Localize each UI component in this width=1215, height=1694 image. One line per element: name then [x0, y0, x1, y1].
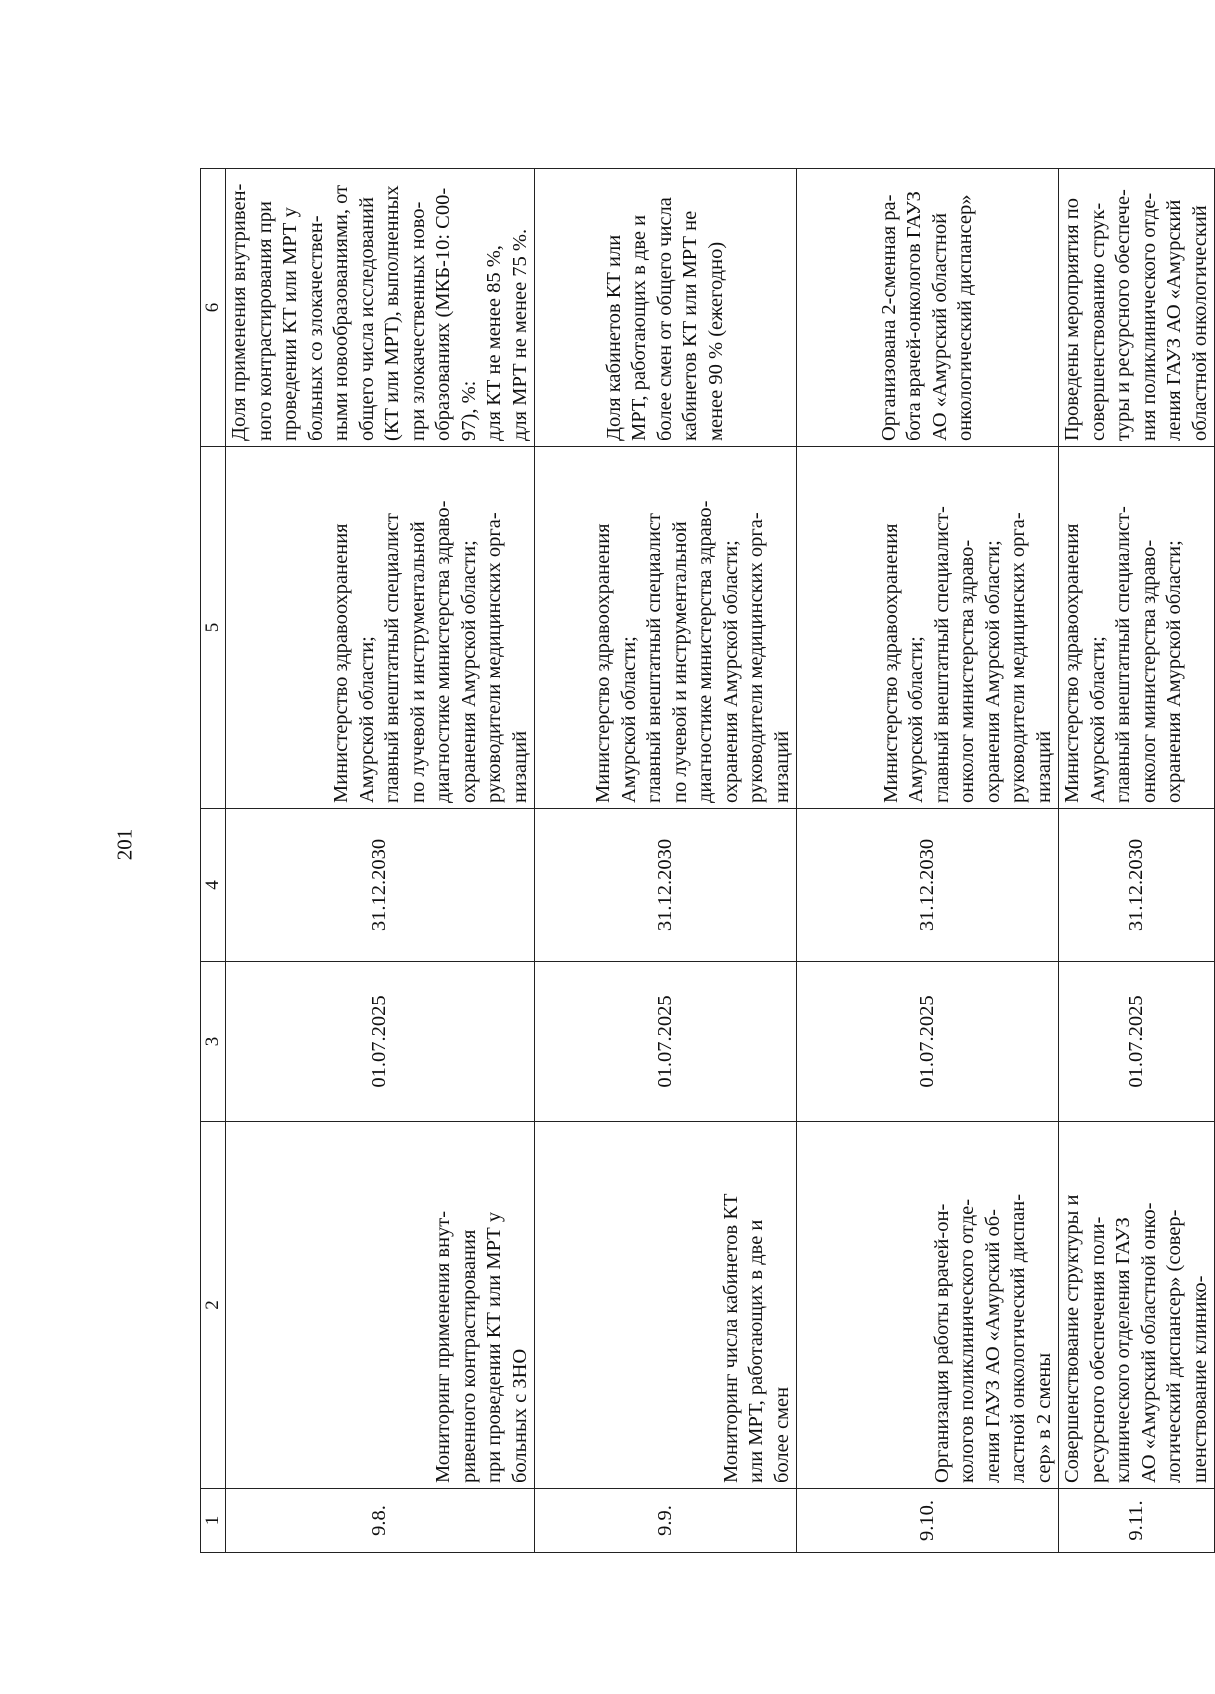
result: Доля применения внутривен- ного контрастирования при проведении КТ или МРТ у больных со злокачествен- ными новообразованиями, от общего числа исследований (КТ или МРТ), выполненных при злокачественных ново- образованиях (МКБ-10: С00- 97), %: для КТ не менее 85 %, для МРТ не менее 75 %.	[226, 169, 535, 447]
end-date: 31.12.2030	[1059, 809, 1215, 962]
row-number: 9.9.	[535, 1489, 797, 1553]
rotated-table-wrapper	[200, 169, 1211, 1553]
start-date: 01.07.2025	[535, 962, 797, 1122]
start-date: 01.07.2025	[797, 962, 1059, 1122]
end-date: 31.12.2030	[797, 809, 1059, 962]
table-row	[797, 169, 1059, 1553]
page-number: 201	[112, 828, 137, 861]
header-cell: 6	[201, 169, 226, 447]
table-row	[535, 169, 797, 1553]
measure-name: Мониторинг применения внут- ривенного контрастирования при проведении КТ или МРТ у больных с ЗНО	[226, 1122, 535, 1489]
end-date: 31.12.2030	[226, 809, 535, 962]
header-cell: 5	[201, 447, 226, 809]
responsible: Министерство здравоохранения Амурской области; главный внештатный специалист по лучевой и инструментальной диагностике министерства здраво- охранения Амурской области; руководители медицинских орга- низаций	[226, 447, 535, 809]
start-date: 01.07.2025	[226, 962, 535, 1122]
start-date: 01.07.2025	[1059, 962, 1215, 1122]
row-number: 9.10.	[797, 1489, 1059, 1553]
table-row	[226, 169, 535, 1553]
measure-name: Организация работы врачей-он- кологов поликлинического отде- ления ГАУЗ АО «Амурский об- ластной онкологический диспан- сер» в 2 смены	[797, 1122, 1059, 1489]
measures-table	[200, 168, 1215, 1553]
measure-name: Мониторинг числа кабинетов КТ или МРТ, работающих в две и более смен	[535, 1122, 797, 1489]
measure-name: Совершенствование структуры и ресурсного обеспечения поли- клинического отделения ГАУЗ АО «Амурский областной онко- логический диспансер» (совер- шенствование клинико-	[1059, 1122, 1215, 1489]
responsible: Министерство здравоохранения Амурской области; главный внештатный специалист- онколог министерства здраво- охранения Амурской области;	[1059, 447, 1215, 809]
header-row	[201, 169, 226, 1553]
responsible: Министерство здравоохранения Амурской области; главный внештатный специалист по лучевой и инструментальной диагностике министерства здраво- охранения Амурской области; руководители медицинских орга- низаций	[535, 447, 797, 809]
table-row	[1059, 169, 1215, 1553]
responsible: Министерство здравоохранения Амурской области; главный внештатный специалист- онколог министерства здраво- охранения Амурской области; руководители медицинских орга- низаций	[797, 447, 1059, 809]
header-cell: 4	[201, 809, 226, 962]
end-date: 31.12.2030	[535, 809, 797, 962]
header-cell: 1	[201, 1489, 226, 1553]
result: Организована 2-сменная ра- бота врачей-онкологов ГАУЗ АО «Амурский областной онкологический диспансер»	[797, 169, 1059, 447]
result: Проведены мероприятия по совершенствованию струк- туры и ресурсного обеспече- ния поликлинического отде- ления ГАУЗ АО «Амурский областной онкологический	[1059, 169, 1215, 447]
result: Доля кабинетов КТ или МРТ, работающих в две и более смен от общего числа кабинетов КТ или МРТ не менее 90 % (ежегодно)	[535, 169, 797, 447]
header-cell: 2	[201, 1122, 226, 1489]
header-cell: 3	[201, 962, 226, 1122]
row-number: 9.11.	[1059, 1489, 1215, 1553]
row-number: 9.8.	[226, 1489, 535, 1553]
